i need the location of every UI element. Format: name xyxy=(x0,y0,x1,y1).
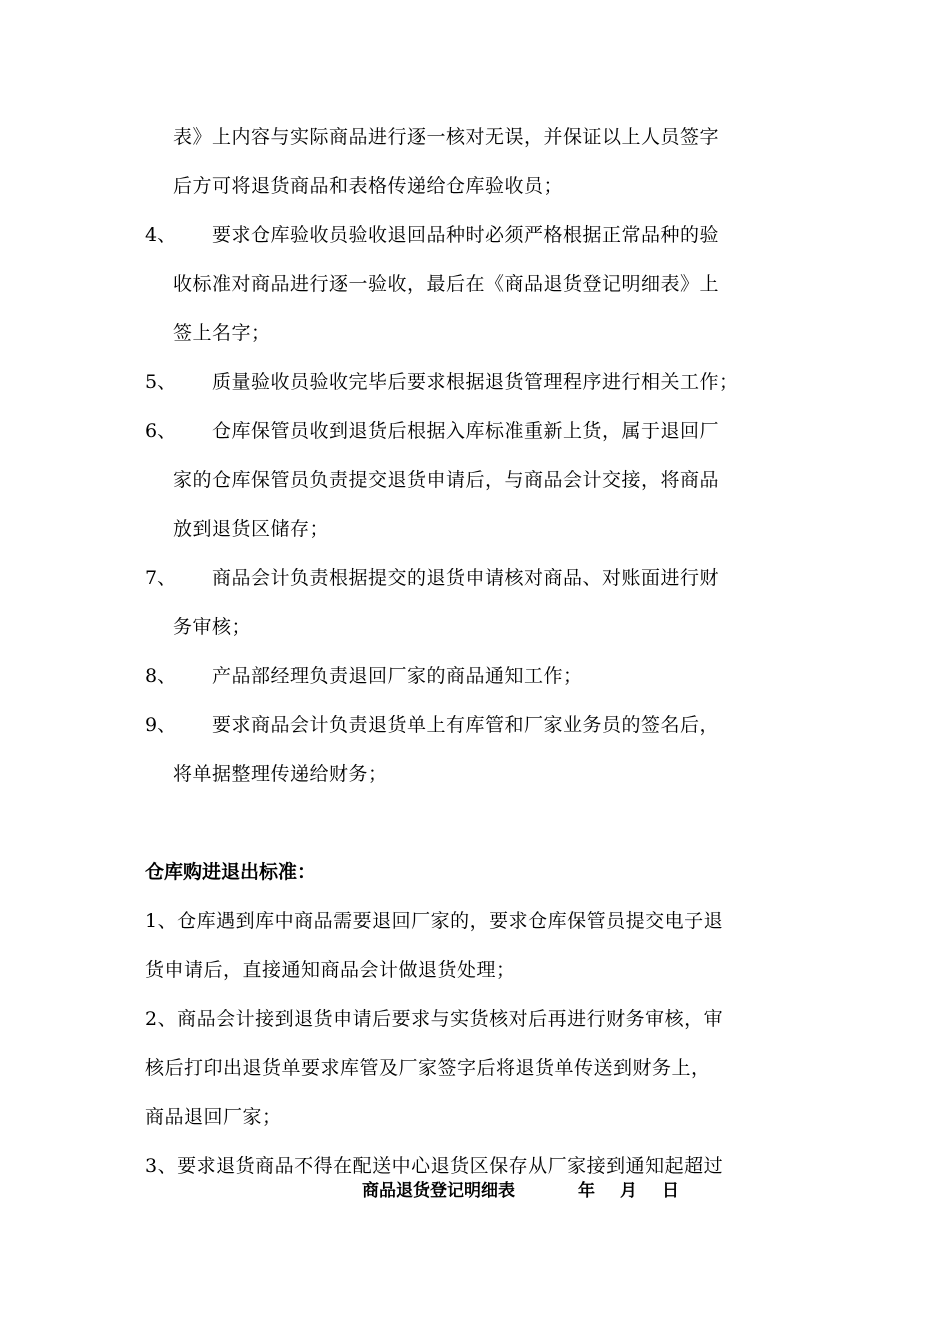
section-heading: 仓库购进退出标准： xyxy=(145,861,317,883)
item-3-line-2: 后方可将退货商品和表格传递给仓库验收员； xyxy=(173,175,564,197)
table-title: 商品退货登记明细表 xyxy=(362,1181,515,1201)
rule-1-line-2: 货申请后，直接通知商品会计做退货处理； xyxy=(145,959,516,981)
item-4-line-3: 签上名字； xyxy=(173,322,271,344)
date-day-label: 日 xyxy=(662,1181,679,1201)
item-5-number: 5、 xyxy=(145,371,177,393)
rule-2-line-2: 核后打印出退货单要求库管及厂家签字后将退货单传送到财务上， xyxy=(145,1057,711,1079)
rule-2-line-1: 2、商品会计接到退货申请后要求与实货核对后再进行财务审核，审 xyxy=(145,1008,724,1030)
item-8-line-1: 产品部经理负责退回厂家的商品通知工作； xyxy=(212,665,583,687)
item-7-line-2: 务审核； xyxy=(173,616,252,638)
item-7-number: 7、 xyxy=(145,567,177,589)
item-6-line-3: 放到退货区储存； xyxy=(173,518,330,540)
date-month-label: 月 xyxy=(620,1181,637,1201)
item-8-number: 8、 xyxy=(145,665,177,687)
item-4-line-1: 要求仓库验收员验收退回品种时必须严格根据正常品种的验 xyxy=(212,224,720,246)
rule-2-line-3: 商品退回厂家； xyxy=(145,1106,282,1128)
item-6-number: 6、 xyxy=(145,420,177,442)
item-9-line-1: 要求商品会计负责退货单上有库管和厂家业务员的签名后， xyxy=(212,714,720,736)
item-4-number: 4、 xyxy=(145,224,177,246)
item-6-line-1: 仓库保管员收到退货后根据入库标准重新上货，属于退回厂 xyxy=(212,420,720,442)
item-3-line-1: 表》上内容与实际商品进行逐一核对无误，并保证以上人员签字 xyxy=(173,126,720,148)
item-9-number: 9、 xyxy=(145,714,177,736)
item-6-line-2: 家的仓库保管员负责提交退货申请后，与商品会计交接，将商品 xyxy=(173,469,720,491)
date-year-label: 年 xyxy=(578,1181,595,1201)
item-9-line-2: 将单据整理传递给财务； xyxy=(173,763,388,785)
rule-3-line-1: 3、要求退货商品不得在配送中心退货区保存从厂家接到通知起超过 xyxy=(145,1155,724,1177)
item-7-line-1: 商品会计负责根据提交的退货申请核对商品、对账面进行财 xyxy=(212,567,720,589)
rule-1-line-1: 1、仓库遇到库中商品需要退回厂家的，要求仓库保管员提交电子退 xyxy=(145,910,724,932)
item-5-line-1: 质量验收员验收完毕后要求根据退货管理程序进行相关工作； xyxy=(212,371,739,393)
item-4-line-2: 收标准对商品进行逐一验收，最后在《商品退货登记明细表》上 xyxy=(173,273,720,295)
